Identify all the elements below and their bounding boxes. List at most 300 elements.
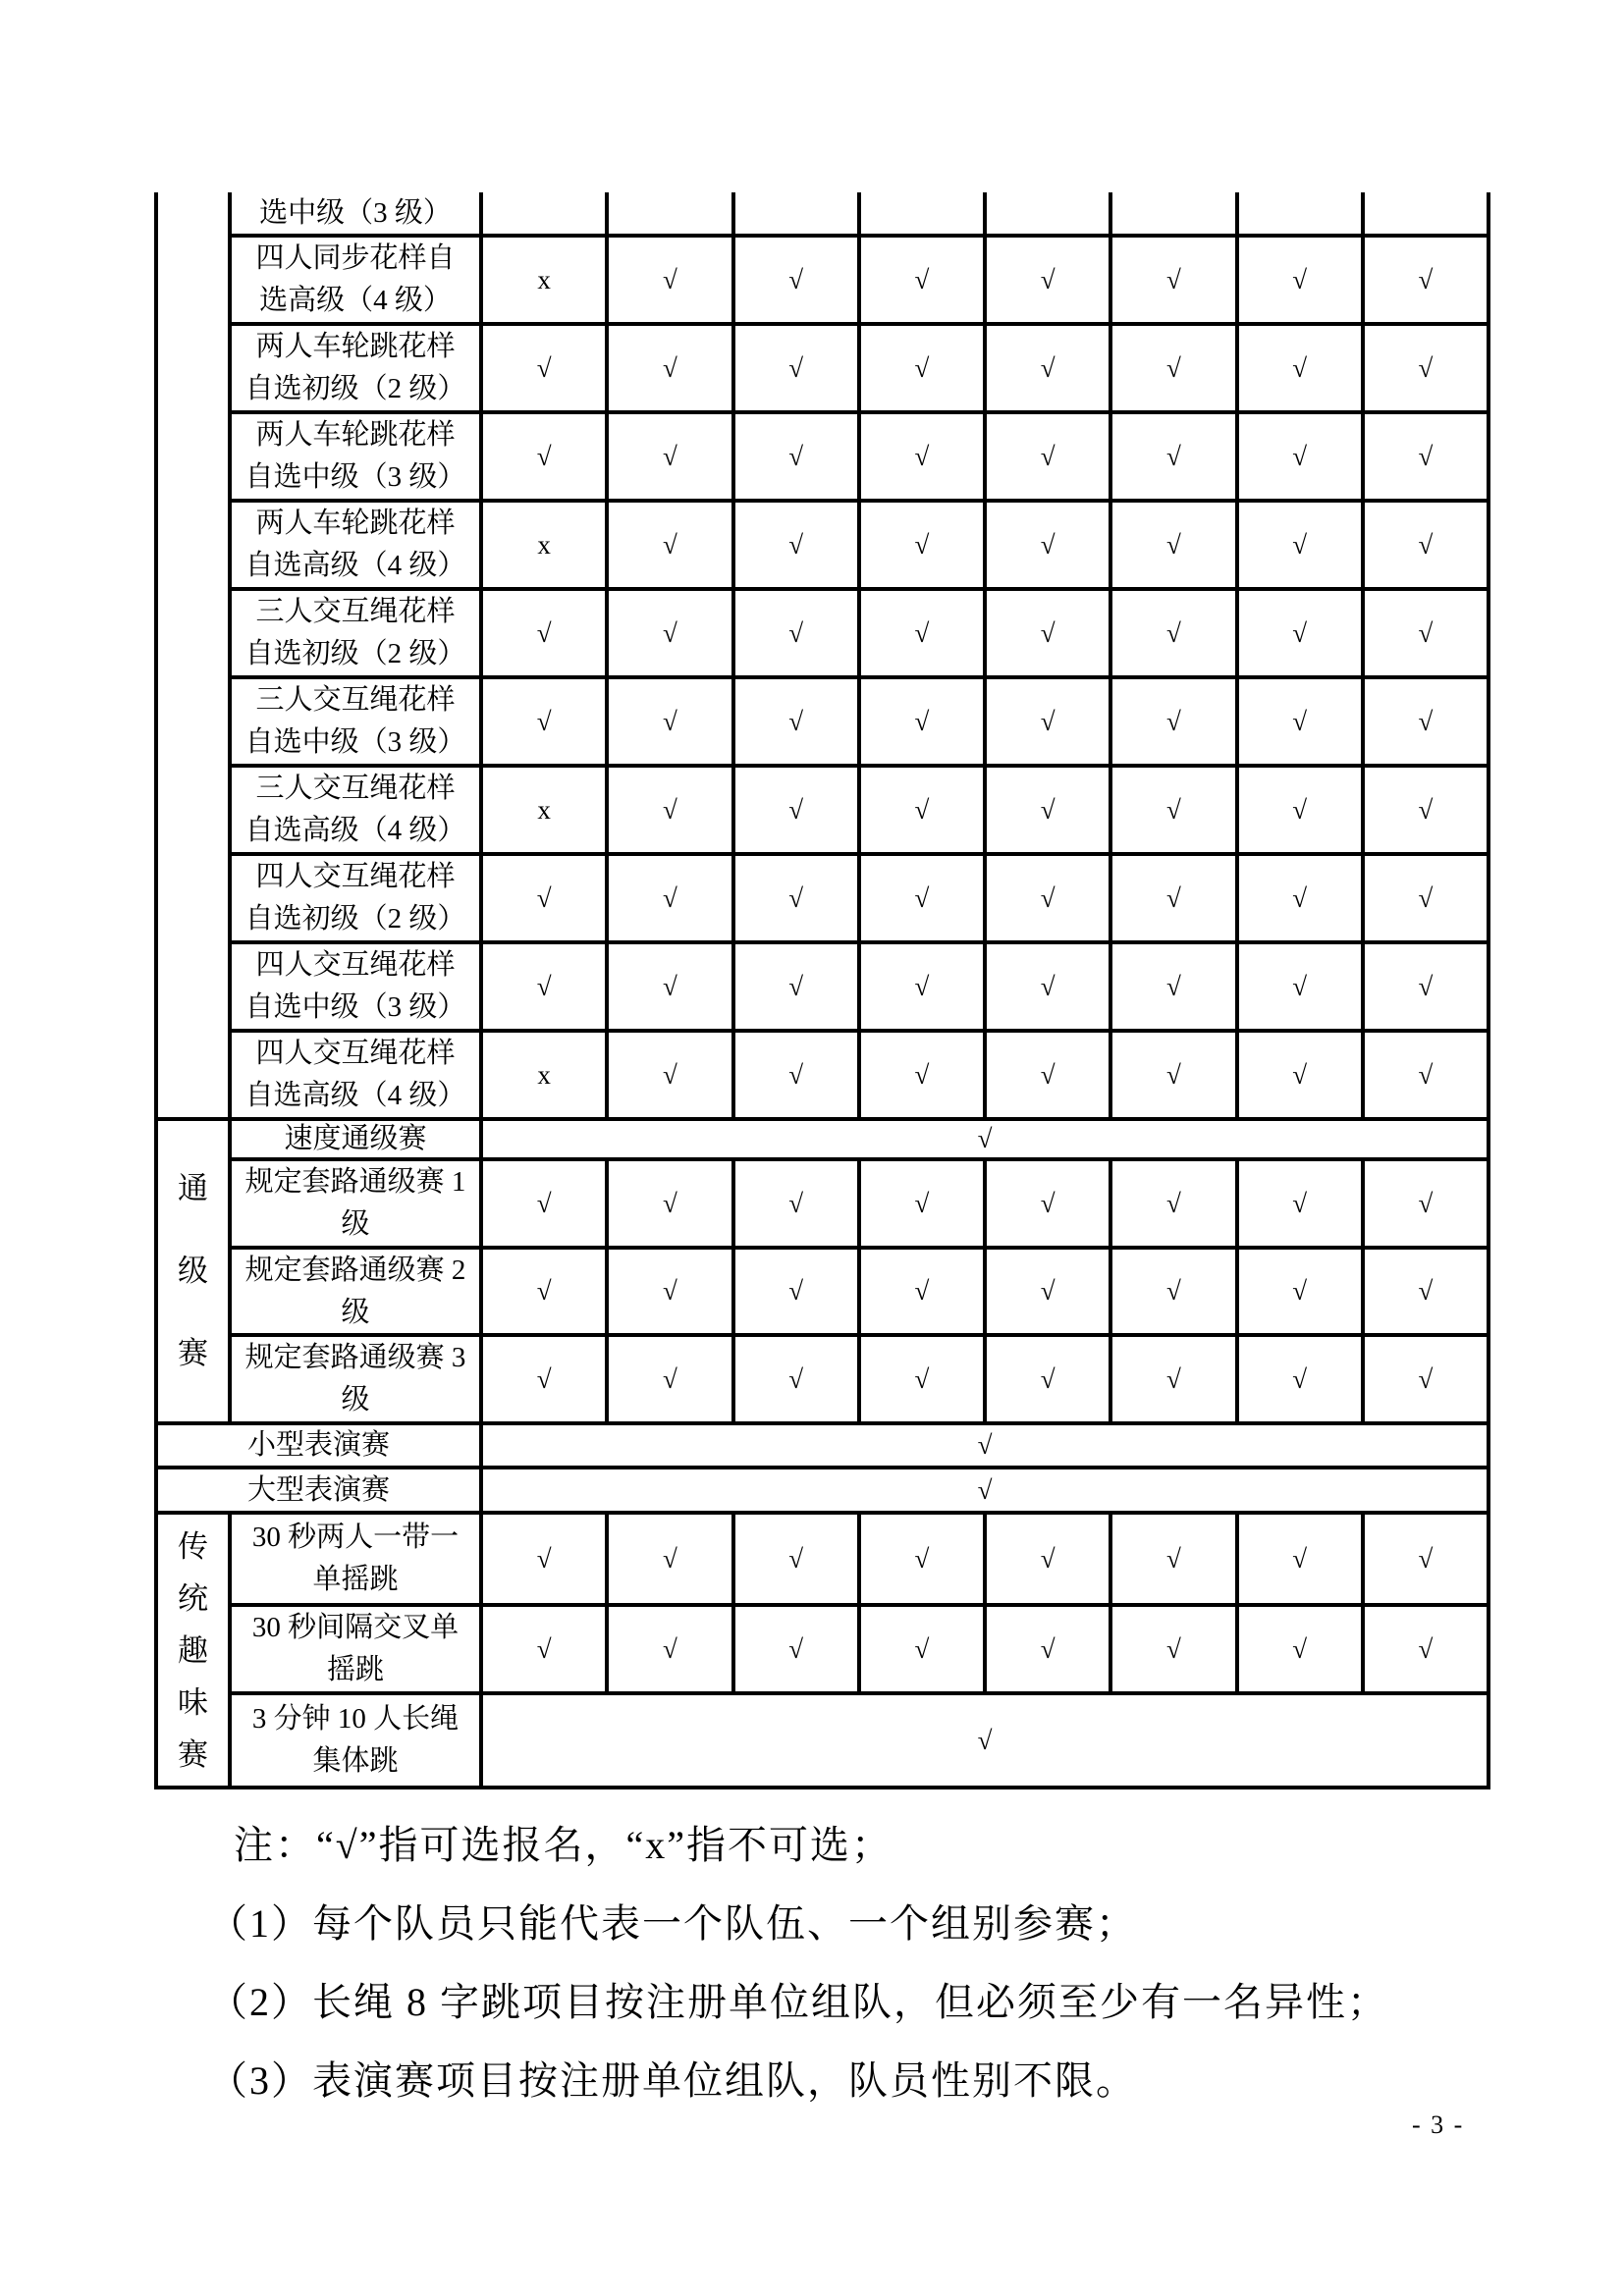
check-mark-cell: [609, 1607, 734, 1695]
check-mark: √: [788, 264, 804, 294]
check-mark-cell: [609, 944, 734, 1033]
check-mark-cell: [987, 679, 1112, 768]
event-line: 规定套路通级赛 1: [244, 1166, 466, 1198]
registration-table: [154, 192, 1490, 1789]
event-line: 自选初级（2 级）: [244, 373, 466, 404]
check-mark: √: [977, 1124, 993, 1153]
check-mark-cell: [609, 238, 734, 326]
check-mark-cell: [483, 944, 609, 1033]
note-rule-2: （2）长绳 8 字跳项目按注册单位组队，但必须至少有一名异性；: [208, 1979, 1388, 2024]
event-cell: [232, 192, 483, 238]
check-mark: √: [788, 1059, 804, 1090]
check-mark-cell: [735, 1515, 861, 1607]
check-mark-cell: [987, 1033, 1112, 1121]
cross-mark-cell: [483, 238, 609, 326]
event-line: 选高级（4 级）: [259, 285, 452, 316]
empty-mark-cell: [1112, 192, 1238, 238]
category-cell: [158, 1515, 232, 1789]
check-mark-cell: [1239, 503, 1365, 591]
event-line: 四人同步花样自: [255, 242, 456, 274]
check-mark: √: [977, 1474, 993, 1505]
check-mark: √: [1418, 971, 1434, 1001]
check-mark: √: [536, 706, 552, 736]
check-mark-cell: [987, 591, 1112, 679]
event-line: 级: [341, 1208, 370, 1240]
category-char: 趣: [178, 1632, 208, 1668]
check-mark: √: [1292, 971, 1308, 1001]
check-mark: √: [1418, 1543, 1434, 1574]
check-mark-cell: [483, 1337, 609, 1425]
event-line: 四人交互绳花样: [255, 861, 456, 892]
empty-mark-cell: [861, 192, 987, 238]
check-mark: √: [1040, 1363, 1056, 1394]
check-mark: √: [536, 441, 552, 471]
event-cell: [232, 1250, 483, 1337]
check-mark-cell: [987, 1161, 1112, 1250]
check-mark: √: [914, 794, 930, 825]
check-mark-cell: [861, 856, 987, 944]
event-line: 四人交互绳花样: [255, 1038, 456, 1069]
check-mark-cell: [1365, 503, 1490, 591]
check-mark-cell: [1112, 1337, 1238, 1425]
check-mark-cell: [1239, 856, 1365, 944]
check-mark-cell: [735, 1607, 861, 1695]
cross-mark: x: [537, 264, 551, 294]
check-mark: √: [662, 264, 677, 294]
check-mark: √: [536, 882, 552, 913]
check-mark-cell: [609, 503, 734, 591]
empty-mark-cell: [1365, 192, 1490, 238]
check-mark-cell: [609, 326, 734, 414]
check-mark-cell: [1112, 326, 1238, 414]
check-mark: √: [662, 1059, 677, 1090]
check-mark: √: [914, 706, 930, 736]
check-mark-cell: [1112, 1250, 1238, 1337]
check-mark-cell: [1112, 1515, 1238, 1607]
check-mark: √: [536, 1363, 552, 1394]
check-mark-cell: [1365, 1337, 1490, 1425]
check-mark: √: [788, 1543, 804, 1574]
event-line: 选中级（3 级）: [259, 196, 452, 229]
check-mark: √: [662, 441, 677, 471]
check-mark-cell: [483, 1515, 609, 1607]
check-mark: √: [662, 1633, 677, 1664]
check-mark: √: [1165, 1633, 1181, 1664]
event-cell: [158, 1425, 483, 1469]
check-mark: √: [1165, 352, 1181, 383]
category-cell: [158, 192, 232, 1121]
check-mark: √: [1165, 1363, 1181, 1394]
check-mark-cell: [609, 414, 734, 503]
event-cell: [232, 679, 483, 768]
check-mark-cell: [609, 1337, 734, 1425]
check-mark: √: [788, 1276, 804, 1306]
check-mark-cell: [861, 591, 987, 679]
event-cell: [232, 856, 483, 944]
check-mark-cell: [1112, 238, 1238, 326]
check-mark: √: [1418, 441, 1434, 471]
check-mark: √: [1292, 1633, 1308, 1664]
event-line: 小型表演赛: [246, 1429, 390, 1461]
check-mark-cell: [735, 679, 861, 768]
check-mark: √: [1418, 1633, 1434, 1664]
check-mark: √: [788, 706, 804, 736]
check-mark-cell: [987, 768, 1112, 856]
check-mark-cell: [987, 856, 1112, 944]
check-mark-cell: [1365, 944, 1490, 1033]
check-mark: √: [1165, 264, 1181, 294]
check-mark-cell: [861, 1515, 987, 1607]
check-mark: √: [1418, 882, 1434, 913]
check-mark: √: [662, 1188, 677, 1218]
check-mark-cell: [1239, 679, 1365, 768]
event-line: 大型表演赛: [246, 1473, 390, 1506]
check-mark: √: [914, 882, 930, 913]
check-mark: √: [788, 1633, 804, 1664]
check-mark-cell: [735, 1250, 861, 1337]
check-mark: √: [1165, 441, 1181, 471]
empty-mark-cell: [1239, 192, 1365, 238]
check-mark: √: [788, 882, 804, 913]
event-cell: [232, 1033, 483, 1121]
check-mark-cell: [483, 1695, 1490, 1789]
event-line: 集体跳: [312, 1745, 399, 1777]
check-mark-cell: [1239, 591, 1365, 679]
check-mark-cell: [735, 768, 861, 856]
category-char: 通: [178, 1171, 208, 1205]
check-mark: √: [1292, 529, 1308, 560]
check-mark-cell: [483, 414, 609, 503]
event-line: 三人交互绳花样: [255, 684, 456, 716]
check-mark: √: [1292, 617, 1308, 648]
check-mark-cell: [987, 1607, 1112, 1695]
check-mark: √: [1165, 529, 1181, 560]
event-line: 自选高级（4 级）: [244, 1080, 466, 1111]
category-char: 统: [178, 1580, 208, 1616]
check-mark-cell: [483, 1607, 609, 1695]
check-mark: √: [914, 971, 930, 1001]
check-mark: √: [914, 617, 930, 648]
check-mark: √: [1165, 882, 1181, 913]
check-mark: √: [1165, 1543, 1181, 1574]
check-mark-cell: [735, 1337, 861, 1425]
cross-mark-cell: [483, 503, 609, 591]
check-mark: √: [536, 1543, 552, 1574]
check-mark: √: [1292, 1363, 1308, 1394]
empty-mark-cell: [483, 192, 609, 238]
check-mark: √: [662, 529, 677, 560]
check-mark: √: [662, 706, 677, 736]
check-mark: √: [1040, 1543, 1056, 1574]
check-mark-cell: [987, 238, 1112, 326]
check-mark-cell: [861, 414, 987, 503]
check-mark-cell: [1365, 326, 1490, 414]
check-mark: √: [1418, 1276, 1434, 1306]
check-mark: √: [788, 617, 804, 648]
check-mark-cell: [609, 1250, 734, 1337]
check-mark: √: [536, 971, 552, 1001]
event-cell: [232, 414, 483, 503]
event-line: 3 分钟 10 人长绳: [251, 1703, 460, 1735]
check-mark: √: [536, 617, 552, 648]
cross-mark: x: [537, 1059, 551, 1090]
event-cell: [232, 503, 483, 591]
check-mark-cell: [609, 768, 734, 856]
check-mark-cell: [1239, 1250, 1365, 1337]
check-mark-cell: [861, 768, 987, 856]
check-mark-cell: [483, 591, 609, 679]
check-mark-cell: [1365, 1250, 1490, 1337]
check-mark-cell: [1239, 1515, 1365, 1607]
check-mark: √: [1292, 1543, 1308, 1574]
check-mark-cell: [861, 1250, 987, 1337]
check-mark-cell: [609, 1515, 734, 1607]
check-mark-cell: [1239, 1337, 1365, 1425]
event-cell: [232, 1515, 483, 1607]
check-mark-cell: [1112, 1033, 1238, 1121]
event-line: 两人车轮跳花样: [255, 507, 456, 539]
check-mark: √: [1165, 1188, 1181, 1218]
check-mark-cell: [1365, 238, 1490, 326]
check-mark-cell: [735, 591, 861, 679]
category-char: 传: [178, 1528, 208, 1564]
empty-mark-cell: [609, 192, 734, 238]
check-mark: √: [1292, 1059, 1308, 1090]
event-line: 自选中级（3 级）: [244, 991, 466, 1023]
check-mark: √: [914, 1633, 930, 1664]
check-mark: √: [536, 1633, 552, 1664]
category-char: 味: [178, 1684, 208, 1720]
check-mark-cell: [735, 1161, 861, 1250]
check-mark-cell: [1112, 591, 1238, 679]
check-mark: √: [1165, 1276, 1181, 1306]
check-mark-cell: [861, 326, 987, 414]
check-mark-cell: [735, 414, 861, 503]
check-mark: √: [662, 352, 677, 383]
cross-mark: x: [537, 529, 551, 560]
cross-mark-cell: [483, 1033, 609, 1121]
check-mark: √: [1040, 352, 1056, 383]
event-cell: [232, 1121, 483, 1161]
check-mark: √: [977, 1725, 993, 1755]
check-mark-cell: [483, 679, 609, 768]
check-mark-cell: [1239, 768, 1365, 856]
check-mark: √: [1418, 1188, 1434, 1218]
event-line: 三人交互绳花样: [255, 596, 456, 627]
event-line: 速度通级赛: [284, 1123, 427, 1154]
check-mark-cell: [735, 503, 861, 591]
empty-mark-cell: [987, 192, 1112, 238]
check-mark-cell: [735, 944, 861, 1033]
event-line: 自选高级（4 级）: [244, 550, 466, 581]
check-mark-cell: [1239, 238, 1365, 326]
event-cell: [158, 1469, 483, 1515]
category-char: 级: [178, 1254, 208, 1288]
check-mark-cell: [609, 679, 734, 768]
check-mark: √: [914, 264, 930, 294]
check-mark-cell: [1365, 1515, 1490, 1607]
check-mark-cell: [1365, 1161, 1490, 1250]
check-mark: √: [914, 1543, 930, 1574]
event-line: 自选高级（4 级）: [244, 815, 466, 846]
check-mark: √: [914, 1059, 930, 1090]
note-rule-1: （1）每个队员只能代表一个队伍、一个组别参赛；: [208, 1900, 1137, 1946]
check-mark-cell: [861, 1161, 987, 1250]
check-mark-cell: [483, 326, 609, 414]
check-mark: √: [1418, 706, 1434, 736]
check-mark: √: [1040, 1276, 1056, 1306]
check-mark-cell: [1239, 1033, 1365, 1121]
check-mark: √: [536, 1276, 552, 1306]
check-mark-cell: [483, 1121, 1490, 1161]
check-mark: √: [914, 1363, 930, 1394]
check-mark-cell: [987, 944, 1112, 1033]
check-mark-cell: [987, 414, 1112, 503]
check-mark: √: [1040, 882, 1056, 913]
check-mark-cell: [609, 591, 734, 679]
event-line: 级: [341, 1384, 370, 1415]
page-number: - 3 -: [1412, 2110, 1465, 2139]
check-mark-cell: [987, 1337, 1112, 1425]
check-mark-cell: [861, 1033, 987, 1121]
check-mark: √: [1040, 617, 1056, 648]
check-mark-cell: [483, 1250, 609, 1337]
check-mark: √: [1292, 264, 1308, 294]
event-line: 规定套路通级赛 2: [244, 1254, 466, 1286]
check-mark-cell: [735, 856, 861, 944]
check-mark: √: [1040, 1188, 1056, 1218]
event-cell: [232, 238, 483, 326]
check-mark-cell: [1239, 326, 1365, 414]
check-mark-cell: [1365, 591, 1490, 679]
check-mark-cell: [609, 856, 734, 944]
check-mark-cell: [861, 679, 987, 768]
check-mark: √: [1165, 1059, 1181, 1090]
event-cell: [232, 768, 483, 856]
check-mark-cell: [483, 1161, 609, 1250]
check-mark-cell: [1365, 856, 1490, 944]
check-mark-cell: [1112, 414, 1238, 503]
event-line: 三人交互绳花样: [255, 773, 456, 804]
check-mark-cell: [1112, 679, 1238, 768]
check-mark: √: [914, 1188, 930, 1218]
event-cell: [232, 1695, 483, 1789]
check-mark-cell: [987, 326, 1112, 414]
check-mark: √: [1418, 264, 1434, 294]
check-mark-cell: [987, 1515, 1112, 1607]
check-mark: √: [914, 1276, 930, 1306]
check-mark-cell: [1365, 768, 1490, 856]
cross-mark-cell: [483, 768, 609, 856]
check-mark-cell: [1365, 679, 1490, 768]
check-mark-cell: [1365, 1607, 1490, 1695]
check-mark-cell: [735, 1033, 861, 1121]
check-mark-cell: [1239, 1161, 1365, 1250]
check-mark-cell: [1239, 414, 1365, 503]
check-mark: √: [1418, 352, 1434, 383]
check-mark: √: [1292, 1188, 1308, 1218]
event-cell: [232, 1607, 483, 1695]
event-cell: [232, 944, 483, 1033]
event-line: 自选初级（2 级）: [244, 903, 466, 934]
event-line: 自选中级（3 级）: [244, 726, 466, 758]
check-mark: √: [788, 794, 804, 825]
cross-mark: x: [537, 794, 551, 825]
check-mark-cell: [1239, 1607, 1365, 1695]
event-line: 两人车轮跳花样: [255, 419, 456, 451]
check-mark-cell: [861, 1337, 987, 1425]
check-mark-cell: [735, 326, 861, 414]
check-mark: √: [1165, 706, 1181, 736]
check-mark-cell: [1112, 503, 1238, 591]
check-mark-cell: [483, 1469, 1490, 1515]
check-mark: √: [1040, 706, 1056, 736]
event-cell: [232, 326, 483, 414]
check-mark: √: [1292, 706, 1308, 736]
check-mark-cell: [861, 1607, 987, 1695]
check-mark-cell: [987, 1250, 1112, 1337]
check-mark-cell: [735, 238, 861, 326]
check-mark: √: [1418, 1059, 1434, 1090]
category-cell: [158, 1121, 232, 1425]
event-line: 规定套路通级赛 3: [244, 1342, 466, 1373]
check-mark: √: [788, 1363, 804, 1394]
check-mark-cell: [483, 1425, 1490, 1469]
event-line: 30 秒间隔交叉单: [251, 1612, 460, 1643]
check-mark: √: [914, 352, 930, 383]
check-mark: √: [1165, 617, 1181, 648]
category-char: 赛: [178, 1736, 208, 1772]
check-mark: √: [1292, 1276, 1308, 1306]
check-mark: √: [1040, 529, 1056, 560]
event-line: 摇跳: [326, 1654, 384, 1685]
check-mark: √: [662, 971, 677, 1001]
check-mark-cell: [1239, 944, 1365, 1033]
check-mark-cell: [1112, 1607, 1238, 1695]
check-mark-cell: [861, 944, 987, 1033]
check-mark: √: [1292, 441, 1308, 471]
check-mark: √: [1040, 971, 1056, 1001]
check-mark: √: [662, 617, 677, 648]
event-line: 30 秒两人一带一: [251, 1522, 460, 1553]
check-mark-cell: [483, 856, 609, 944]
event-cell: [232, 1161, 483, 1250]
check-mark: √: [1418, 1363, 1434, 1394]
check-mark-cell: [609, 1161, 734, 1250]
check-mark-cell: [1112, 1161, 1238, 1250]
event-line: 自选初级（2 级）: [244, 638, 466, 669]
check-mark-cell: [1112, 944, 1238, 1033]
event-line: 自选中级（3 级）: [244, 461, 466, 493]
check-mark: √: [662, 1543, 677, 1574]
check-mark: √: [536, 1188, 552, 1218]
check-mark: √: [788, 529, 804, 560]
check-mark-cell: [1112, 768, 1238, 856]
check-mark-cell: [861, 503, 987, 591]
check-mark: √: [1040, 794, 1056, 825]
event-cell: [232, 591, 483, 679]
check-mark-cell: [1365, 414, 1490, 503]
check-mark: √: [914, 441, 930, 471]
check-mark: √: [1292, 352, 1308, 383]
check-mark: √: [1292, 794, 1308, 825]
check-mark: √: [1040, 1059, 1056, 1090]
check-mark: √: [1040, 1633, 1056, 1664]
check-mark: √: [662, 882, 677, 913]
event-line: 级: [341, 1296, 370, 1328]
check-mark: √: [1292, 882, 1308, 913]
check-mark: √: [1040, 441, 1056, 471]
